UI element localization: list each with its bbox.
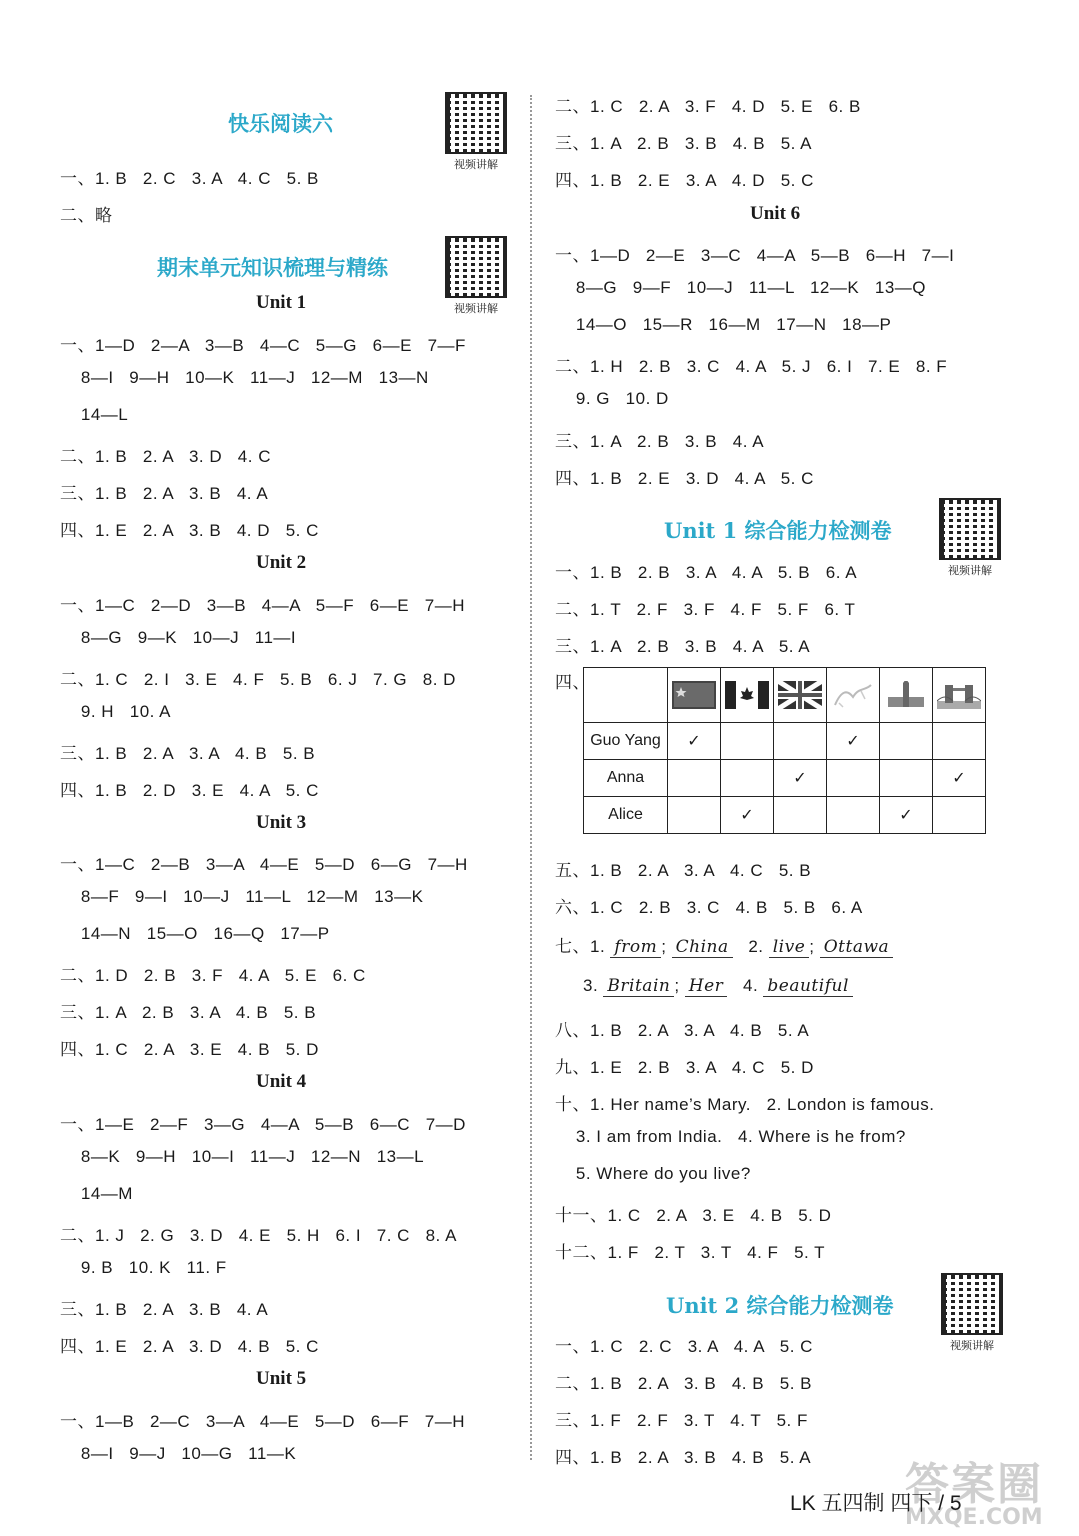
check-cell [721,760,774,797]
answer-line: 六、1. C 2. B 3. C 4. B 5. B 6. A [555,898,863,917]
flags-table [583,667,986,834]
handwritten-answer: from [610,937,661,958]
column-divider [530,95,532,1460]
q7-prefix: 七、1. [555,937,606,956]
page-footer: LK 五四制 四下 / 5 [790,1492,962,1515]
check-cell [827,760,880,797]
unit-title: Unit 6 [750,203,801,224]
answer-line: 十、1. Her name’s Mary. 2. London is famous. [555,1095,935,1114]
answer-line: 8—G 9—K 10—J 11—I [60,628,297,647]
answer-line: 14—N 15—O 16—Q 17—P [60,924,330,943]
canada-flag-icon [721,668,774,723]
check-cell: ✓ [668,723,721,760]
unit-title: Unit 5 [256,1368,307,1389]
check-cell [774,797,827,834]
answer-line: 一、1—C 2—D 3—B 4—A 5—F 6—E 7—H [60,596,465,615]
answer-line: 二、略 [60,206,113,225]
answer-line: 一、1—E 2—F 3—G 4—A 5—B 6—C 7—D [60,1115,466,1134]
check-cell [668,797,721,834]
watermark-logo: 答案圈 [905,1459,1043,1510]
handwritten-answer: Her [685,976,728,997]
qr-label: 视频讲解 [948,564,992,577]
answer-line: 一、1. C 2. C 3. A 4. A 5. C [555,1337,813,1356]
answer-line: 一、1—D 2—A 3—B 4—C 5—G 6—E 7—F [60,336,466,355]
check-cell [880,760,933,797]
section-title-reading: 快乐阅读六 [228,111,333,136]
section-title-test1: Unit 1 综合能力检测卷 [664,518,892,543]
answer-line: 二、1. T 2. F 3. F 4. F 5. F 6. T [555,600,856,619]
answer-line: 9. H 10. A [60,702,171,721]
great-wall-icon [827,668,880,723]
q7-line-2: 3. Britain ; Her 4. beautiful [583,976,853,996]
answer-line: 14—M [60,1184,133,1203]
uk-flag-icon [774,668,827,723]
row-name-guo-yang: Guo Yang [584,723,668,760]
unit-title: Unit 3 [256,812,307,833]
answer-line: 三、1. B 2. A 3. A 4. B 5. B [60,744,316,763]
check-cell: ✓ [880,797,933,834]
check-cell: ✓ [933,760,986,797]
handwritten-answer: Ottawa [820,937,893,958]
qr-label: 视频讲解 [454,302,498,315]
check-cell [774,723,827,760]
answer-line: 3. I am from India. 4. Where is he from? [555,1127,906,1146]
table-prefix: 四、 [555,673,590,692]
q7-number: 3. [583,976,599,995]
answer-line: 8—F 9—I 10—J 11—L 12—M 13—K [60,887,424,906]
q7-line-1: 七、1. from ; China 2. live ; Ottawa [555,932,893,957]
answer-line: 四、1. C 2. A 3. E 4. B 5. D [60,1040,319,1059]
answer-line: 四、1. E 2. A 3. B 4. D 5. C [60,521,319,540]
handwritten-answer: Britain [603,976,674,997]
qr-code-icon [445,236,507,316]
answer-line: 一、1—D 2—E 3—C 4—A 5—B 6—H 7—I [555,246,955,265]
answer-line: 四、1. B 2. E 3. A 4. D 5. C [555,171,814,190]
qr-label: 视频讲解 [454,158,498,171]
row-name-alice: Alice [584,797,668,834]
answer-line: 14—O 15—R 16—M 17—N 18—P [555,315,892,334]
answer-line: 二、1. J 2. G 3. D 4. E 5. H 6. I 7. C 8. A [60,1226,457,1245]
answer-line: 四、1. E 2. A 3. D 4. B 5. C [60,1337,319,1356]
answer-line: 三、1. B 2. A 3. B 4. A [60,1300,269,1319]
answer-line: 三、1. A 2. B 3. B 4. A [555,432,765,451]
qr-label: 视频讲解 [950,1339,994,1352]
answer-line: 三、1. A 2. B 3. A 4. B 5. B [60,1003,317,1022]
answer-line: 三、1. A 2. B 3. B 4. B 5. A [555,134,813,153]
q7-number: 4. [742,976,759,995]
unit-title: Unit 4 [256,1071,307,1092]
answer-line: 二、1. H 2. B 3. C 4. A 5. J 6. I 7. E 8. F [555,357,948,376]
answer-line: 二、1. C 2. I 3. E 4. F 5. B 6. J 7. G 8. D [60,670,456,689]
answer-line: 8—I 9—H 10—K 11—J 12—M 13—N [60,368,429,387]
answer-line: 四、1. B 2. A 3. B 4. B 5. A [555,1448,812,1467]
answer-line: 三、1. B 2. A 3. B 4. A [60,484,269,503]
answer-line: 三、1. A 2. B 3. B 4. A 5. A [555,637,811,656]
unit-title: Unit 1 [256,292,307,313]
answer-line: 一、1. B 2. B 3. A 4. A 5. B 6. A [555,563,858,582]
answer-line: 14—L [60,405,129,424]
qr-code-icon [941,1273,1003,1353]
parliament-hill-icon [880,668,933,723]
tower-bridge-icon [933,668,986,723]
answer-line: 9. B 10. K 11. F [60,1258,227,1277]
check-cell: ✓ [721,797,774,834]
answer-line: 9. G 10. D [555,389,669,408]
handwritten-answer: live [769,937,810,958]
check-cell: ✓ [827,723,880,760]
section-title-test2: Unit 2 综合能力检测卷 [666,1293,894,1318]
unit-title: Unit 2 [256,552,307,573]
answer-line: 二、1. C 2. A 3. F 4. D 5. E 6. B [555,97,861,116]
answer-line: 五、1. B 2. A 3. A 4. C 5. B [555,861,812,880]
answer-line: 8—K 9—H 10—I 11—J 12—N 13—L [60,1147,425,1166]
check-cell [933,723,986,760]
answer-line: 8—I 9—J 10—G 11—K [60,1444,297,1463]
row-name-anna: Anna [584,760,668,797]
qr-code-icon [939,498,1001,578]
check-cell [933,797,986,834]
header-blank-cell [584,668,668,723]
answer-line: 8—G 9—F 10—J 11—L 12—K 13—Q [555,278,927,297]
answer-line: 九、1. E 2. B 3. A 4. C 5. D [555,1058,814,1077]
check-cell [721,723,774,760]
answer-line: 十一、1. C 2. A 3. E 4. B 5. D [555,1206,832,1225]
q7-number: 2. [748,937,764,956]
qr-code-icon [445,92,507,172]
answer-line: 5. Where do you live? [555,1164,751,1183]
answer-line: 一、1. B 2. C 3. A 4. C 5. B [60,169,319,188]
watermark-url: MXQE.COM [905,1505,1043,1530]
handwritten-answer: beautiful [763,976,852,997]
answer-line: 四、1. B 2. D 3. E 4. A 5. C [60,781,319,800]
handwritten-answer: China [672,937,733,958]
check-cell [880,723,933,760]
china-flag-icon [668,668,721,723]
check-cell [827,797,880,834]
answer-line: 二、1. B 2. A 3. B 4. B 5. B [555,1374,813,1393]
answer-line: 一、1—B 2—C 3—A 4—E 5—D 6—F 7—H [60,1412,465,1431]
answer-line: 四、1. B 2. E 3. D 4. A 5. C [555,469,814,488]
section-title-review: 期末单元知识梳理与精练 [157,255,388,280]
check-cell: ✓ [774,760,827,797]
answer-line: 十二、1. F 2. T 3. T 4. F 5. T [555,1243,826,1262]
check-cell [668,760,721,797]
answer-line: 一、1—C 2—B 3—A 4—E 5—D 6—G 7—H [60,855,468,874]
answer-line: 三、1. F 2. F 3. T 4. T 5. F [555,1411,808,1430]
answer-line: 二、1. D 2. B 3. F 4. A 5. E 6. C [60,966,366,985]
answer-line: 八、1. B 2. A 3. A 4. B 5. A [555,1021,810,1040]
answer-line: 二、1. B 2. A 3. D 4. C [60,447,271,466]
